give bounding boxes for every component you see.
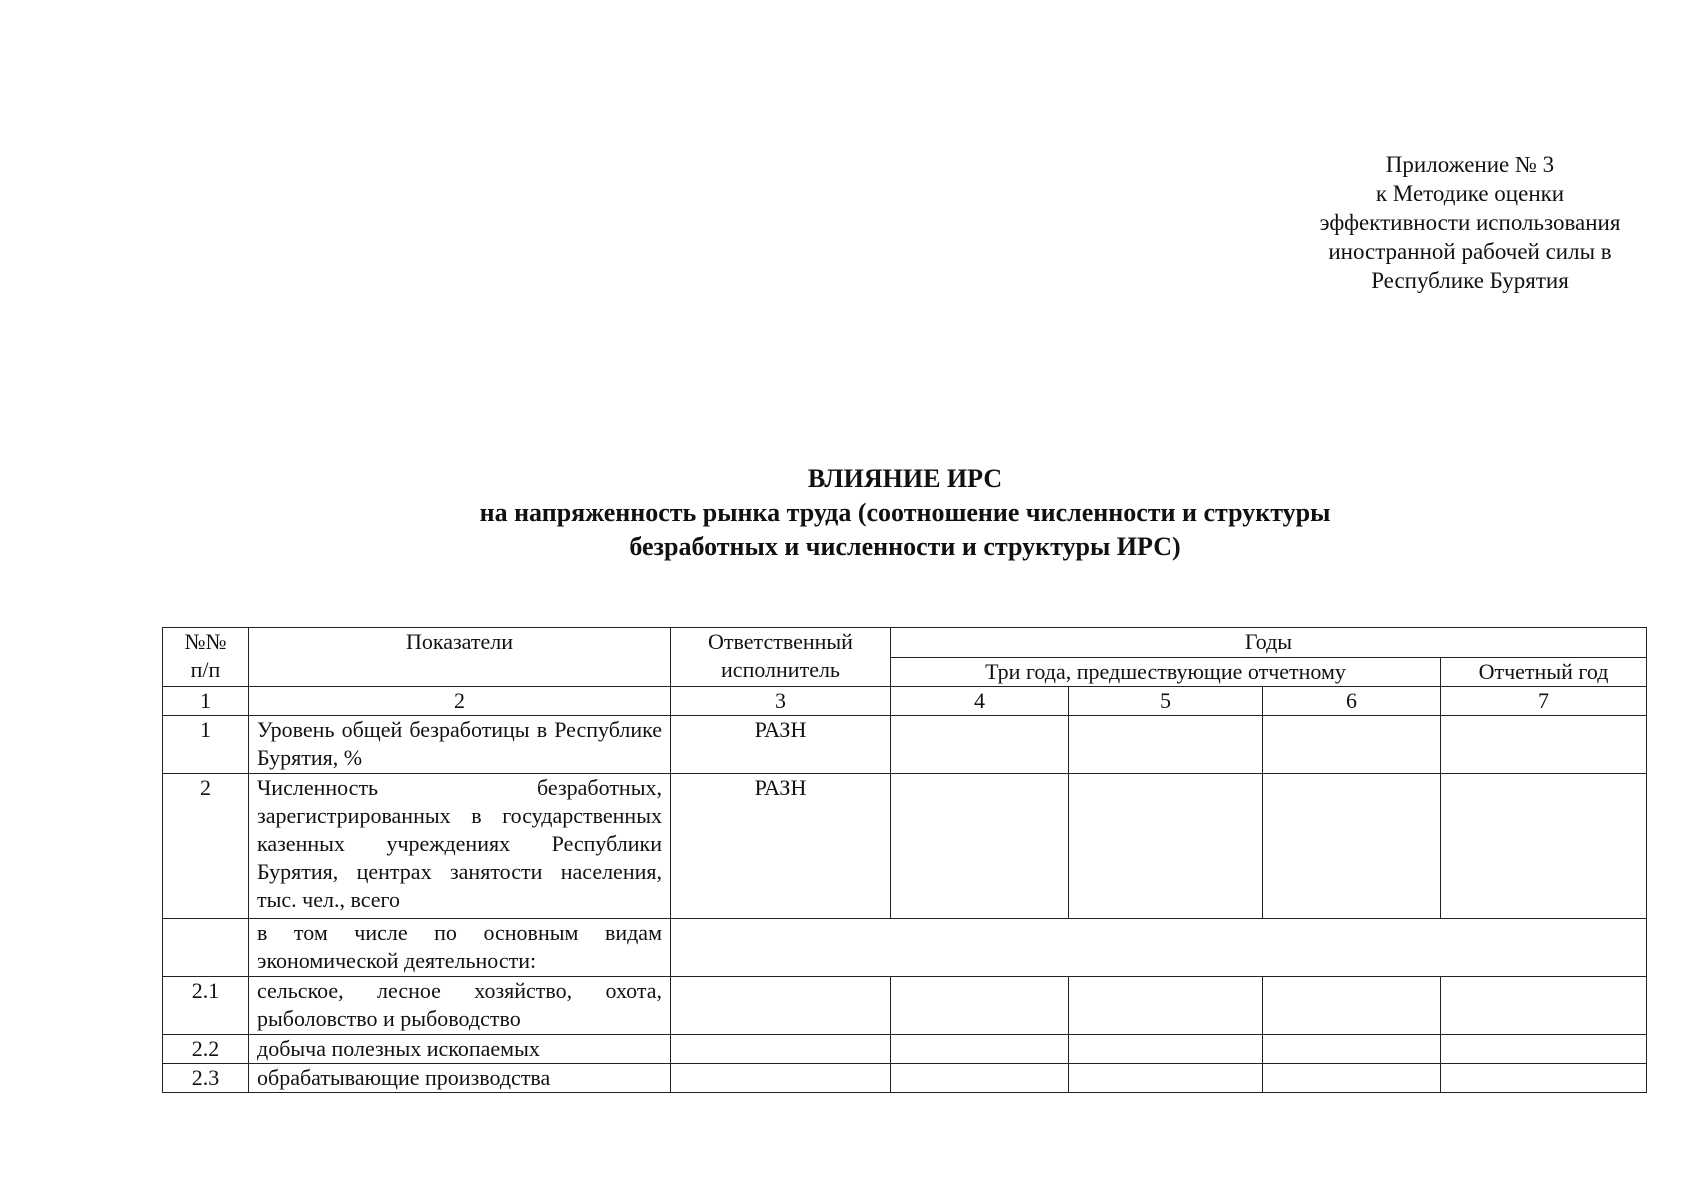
header-report-year: Отчетный год — [1441, 658, 1647, 687]
row-num: 2.2 — [163, 1035, 249, 1064]
appendix-line: эффективности использования — [1319, 210, 1621, 235]
value-cell — [1263, 716, 1441, 774]
header-three-years: Три года, предшествующие отчетному — [891, 658, 1441, 687]
indicators-table — [162, 627, 1647, 1093]
value-cell — [1263, 1064, 1441, 1093]
col-number: 7 — [1441, 687, 1647, 716]
row-num: 2 — [163, 774, 249, 919]
value-cell — [1069, 977, 1263, 1035]
value-cell — [1263, 1035, 1441, 1064]
row-responsible — [671, 1064, 891, 1093]
table-row — [163, 1064, 1647, 1093]
row-indicator: обрабатывающие производства — [249, 1064, 671, 1093]
table-row — [163, 774, 1647, 919]
row-num: 2.1 — [163, 977, 249, 1035]
row-responsible: РАЗН — [671, 716, 891, 774]
appendix-line: Республике Бурятия — [1371, 268, 1569, 293]
value-cell — [1069, 774, 1263, 919]
row-indicator: добыча полезных ископаемых — [249, 1035, 671, 1064]
col-number: 6 — [1263, 687, 1441, 716]
appendix-line: Приложение № 3 — [1385, 152, 1555, 177]
appendix-note — [1290, 150, 1650, 295]
value-cell — [1069, 1035, 1263, 1064]
row-indicator: Уровень общей безработицы в Республике Бурятия, % — [249, 716, 671, 774]
value-cell — [891, 977, 1069, 1035]
header-responsible: Ответственный исполнитель — [671, 628, 891, 687]
value-cell — [1441, 774, 1647, 919]
value-cell — [1441, 1035, 1647, 1064]
header-indicators: Показатели — [249, 628, 671, 687]
row-num: 1 — [163, 716, 249, 774]
col-number: 5 — [1069, 687, 1263, 716]
value-cell — [1069, 1064, 1263, 1093]
row-num — [163, 919, 249, 977]
appendix-line: иностранной рабочей силы в — [1328, 239, 1612, 264]
title-line-1: ВЛИЯНИЕ ИРС — [807, 464, 1003, 493]
title-line-2: на напряженность рынка труда (соотношение численности и структуры — [479, 498, 1331, 527]
value-cell — [1441, 977, 1647, 1035]
col-number: 4 — [891, 687, 1069, 716]
table-row — [163, 977, 1647, 1035]
value-cell — [1263, 977, 1441, 1035]
col-number: 2 — [249, 687, 671, 716]
table-row — [163, 919, 1647, 977]
value-cell — [891, 1064, 1069, 1093]
row-indicator: в том числе по основным видам экономической деятельности: — [249, 919, 671, 977]
col-number: 1 — [163, 687, 249, 716]
row-responsible — [671, 977, 891, 1035]
value-cell — [891, 716, 1069, 774]
row-indicator: Численность безработных, зарегистрированных в государственных казенных учреждениях Республики Бурятия, центрах занятости населения, тыс. чел., всего — [249, 774, 671, 919]
merged-cell — [671, 919, 1647, 977]
row-responsible — [671, 1035, 891, 1064]
col-number: 3 — [671, 687, 891, 716]
value-cell — [891, 1035, 1069, 1064]
header-num: №№ п/п — [163, 628, 249, 687]
title-line-3: безработных и численности и структуры ИРС) — [629, 532, 1181, 561]
value-cell — [891, 774, 1069, 919]
header-years: Годы — [891, 628, 1647, 658]
value-cell — [1441, 1064, 1647, 1093]
appendix-line: к Методике оценки — [1375, 181, 1565, 206]
value-cell — [1441, 716, 1647, 774]
row-indicator: сельское, лесное хозяйство, охота, рыболовство и рыбоводство — [249, 977, 671, 1035]
value-cell — [1069, 716, 1263, 774]
table-row — [163, 1035, 1647, 1064]
table-row — [163, 716, 1647, 774]
document-title — [160, 462, 1650, 564]
row-num: 2.3 — [163, 1064, 249, 1093]
value-cell — [1263, 774, 1441, 919]
row-responsible: РАЗН — [671, 774, 891, 919]
